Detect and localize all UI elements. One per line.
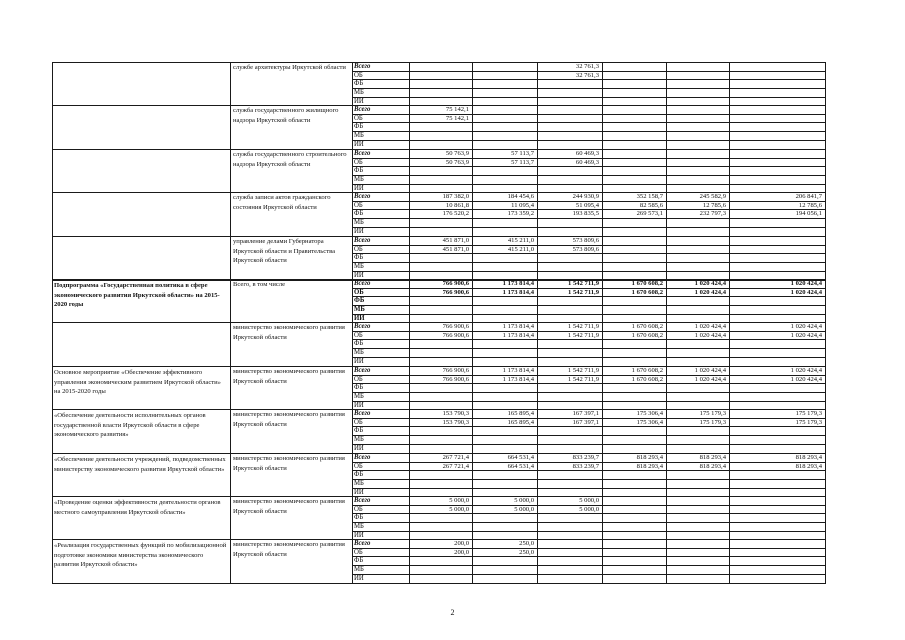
funding-source-label: МБ [354,88,364,96]
amount-cell-2016: 57 113,7 [511,149,534,157]
amount-cell-2018: 1 670 608,2 [631,366,663,374]
amount-cell-2015: 766 900,6 [442,331,469,339]
amount-cell-2019: 1 020 424,4 [694,288,726,296]
column-rule-0 [52,62,53,584]
row-rule [352,79,825,80]
row-rule [352,131,825,132]
amount-cell-2016: 1 173 814,4 [502,331,534,339]
table-border-bottom [52,583,825,584]
amount-cell-2019: 1 020 424,4 [694,366,726,374]
amount-cell-2015: 5 000,0 [449,505,469,513]
row-rule [352,435,825,436]
funding-source-label: МБ [354,348,364,356]
row-rule [352,565,825,566]
amount-cell-2015: 176 520,2 [442,209,469,217]
row-rule [352,262,825,263]
executor-name: министерство экономического развития Иркутской области [233,455,345,472]
row-rule [352,184,825,185]
amount-cell-2016: 165 895,4 [507,418,534,426]
row-rule [352,426,825,427]
funding-source-label: ФБ [354,339,364,347]
amount-cell-2016: 1 173 814,4 [502,288,534,296]
funding-source-label: ФБ [354,383,364,391]
amount-cell-2017: 1 542 711,9 [567,375,599,383]
column-rule-1 [230,62,231,584]
row-rule [352,227,825,228]
amount-cell-2017: 573 809,6 [572,245,599,253]
funding-source-label: Всего [354,62,371,70]
amount-cell-2016: 5 000,0 [514,496,534,504]
amount-cell-2015: 50 763,9 [445,149,469,157]
amount-cell-2019: 1 020 424,4 [694,331,726,339]
program-name: Основное мероприятие «Обеспечение эффективного управления экономическим развитием Иркутской области» на 2015-2020 годы [54,369,221,396]
funding-source-label: МБ [354,435,364,443]
funding-source-label: ФБ [354,556,364,564]
funding-source-label: Всего [354,409,371,417]
amount-cell-2018: 1 670 608,2 [631,322,663,330]
row-rule [352,271,825,272]
amount-cell-2016: 250,0 [519,539,534,547]
column-rule-9 [825,62,826,584]
funding-source-label: Всего [354,105,371,113]
row-rule [352,348,825,349]
funding-source-label: ОБ [354,548,363,556]
amount-cell-2015: 5 000,0 [449,496,469,504]
amount-cell-2017: 193 835,5 [572,209,599,217]
funding-source-label: ИИ [354,227,364,235]
funding-source-label: ОБ [354,288,364,296]
amount-cell-2019: 175 179,3 [699,418,726,426]
amount-cell-2019: 818 293,4 [699,453,726,461]
amount-cell-2020: 175 179,3 [795,409,822,417]
row-rule [352,357,825,358]
amount-cell-2019: 1 020 424,4 [694,375,726,383]
amount-cell-2018: 352 158,7 [636,192,663,200]
row-rule [352,218,825,219]
amount-cell-2017: 1 542 711,9 [568,279,599,287]
amount-cell-2016: 5 000,0 [514,505,534,513]
amount-cell-2017: 833 239,7 [572,462,599,470]
funding-source-label: Всего [354,192,371,200]
funding-source-label: МБ [354,565,364,573]
amount-cell-2015: 187 382,0 [442,192,469,200]
amount-cell-2017: 5 000,0 [579,505,599,513]
amount-cell-2017: 167 397,1 [572,418,599,426]
row-rule [352,314,825,315]
amount-cell-2018: 175 306,4 [636,418,663,426]
amount-cell-2015: 766 900,6 [442,322,469,330]
funding-source-label: Всего [354,539,371,547]
executor-name: министерство экономического развития Иркутской области [233,541,345,558]
funding-source-label: МБ [354,305,365,313]
amount-cell-2015: 200,0 [454,539,469,547]
amount-cell-2020: 12 785,6 [798,201,822,209]
row-rule [352,296,825,297]
amount-cell-2015: 10 861,8 [445,201,469,209]
row-rule [352,140,825,141]
program-name: Подпрограмма «Государственная политика в сфере экономического развития Иркутской области» на 2015-2020 годы [54,282,220,309]
row-rule [352,305,825,306]
amount-cell-2016: 664 531,4 [507,453,534,461]
row-rule [352,444,825,445]
funding-source-label: ОБ [354,114,363,122]
amount-cell-2019: 1 020 424,4 [694,322,726,330]
amount-cell-2016: 1 173 814,4 [502,279,534,287]
funding-source-label: ФБ [354,166,364,174]
amount-cell-2018: 175 306,4 [636,409,663,417]
funding-source-label: Всего [354,236,371,244]
amount-cell-2016: 11 095,4 [511,201,534,209]
amount-cell-2016: 664 531,4 [507,462,534,470]
amount-cell-2017: 1 542 711,9 [567,366,599,374]
amount-cell-2017: 833 239,7 [572,453,599,461]
funding-source-label: ИИ [354,314,365,322]
program-name: «Проведение оценки эффективности деятельности органов местного самоуправления Иркутской области» [54,499,221,516]
row-rule [352,479,825,480]
funding-source-label: ИИ [354,401,364,409]
amount-cell-2016: 415 211,0 [507,245,534,253]
amount-cell-2019: 232 797,3 [699,209,726,217]
funding-source-label: Всего [354,149,371,157]
amount-cell-2018: 82 585,6 [639,201,663,209]
funding-source-label: МБ [354,522,364,530]
amount-cell-2015: 766 900,6 [442,375,469,383]
amount-cell-2019: 818 293,4 [699,462,726,470]
amount-cell-2015: 75 142,1 [445,114,469,122]
amount-cell-2018: 1 670 608,2 [631,375,663,383]
amount-cell-2016: 415 211,0 [507,236,534,244]
amount-cell-2017: 60 469,3 [575,149,599,157]
row-rule [352,556,825,557]
funding-source-label: Всего [354,496,371,504]
funding-source-label: МБ [354,131,364,139]
funding-source-label: ОБ [354,505,363,513]
amount-cell-2019: 1 020 424,4 [694,279,726,287]
funding-source-label: ОБ [354,245,363,253]
funding-source-label: ФБ [354,253,364,261]
amount-cell-2018: 1 670 608,2 [631,331,663,339]
amount-cell-2020: 1 020 424,4 [790,279,822,287]
amount-cell-2019: 12 785,6 [702,201,726,209]
executor-name: служба государственного жилищного надзора Иркутской области [233,107,339,124]
funding-source-label: Всего [354,279,371,287]
amount-cell-2017: 60 469,3 [575,158,599,166]
row-rule [352,574,825,575]
funding-source-label: ФБ [354,209,364,217]
budget-table [52,62,825,583]
funding-source-label: ИИ [354,444,364,452]
funding-source-label: Всего [354,322,371,330]
funding-source-label: ФБ [354,470,364,478]
amount-cell-2017: 32 761,3 [575,71,599,79]
amount-cell-2019: 245 582,9 [699,192,726,200]
funding-source-label: ОБ [354,462,363,470]
funding-source-label: ФБ [354,79,364,87]
amount-cell-2020: 1 020 424,4 [790,288,822,296]
amount-cell-2018: 1 670 608,2 [631,279,663,287]
amount-cell-2020: 1 020 424,4 [790,375,822,383]
amount-cell-2016: 184 454,6 [507,192,534,200]
amount-cell-2020: 194 056,1 [795,209,822,217]
amount-cell-2015: 451 871,0 [442,245,469,253]
row-rule [352,97,825,98]
row-rule [352,253,825,254]
amount-cell-2018: 1 670 608,2 [631,288,663,296]
amount-cell-2020: 1 020 424,4 [790,331,822,339]
funding-source-label: ИИ [354,271,364,279]
amount-cell-2015: 267 721,4 [442,462,469,470]
executor-name: Всего, в том числе [233,281,286,288]
row-rule [352,522,825,523]
amount-cell-2017: 244 930,9 [572,192,599,200]
amount-cell-2016: 165 895,4 [507,409,534,417]
funding-source-label: ОБ [354,331,363,339]
funding-source-label: МБ [354,262,364,270]
program-name: «Обеспечение деятельности исполнительных органов государственной власти Иркутской области в сфере экономического развития» [54,412,206,439]
row-rule [352,488,825,489]
amount-cell-2015: 766 900,6 [442,366,469,374]
row-rule [352,175,825,176]
amount-cell-2017: 1 542 711,9 [568,288,599,296]
amount-cell-2018: 269 573,1 [636,209,663,217]
row-rule [352,401,825,402]
executor-name: службе архитектуры Иркутской области [233,64,346,71]
funding-source-label: ОБ [354,375,363,383]
funding-source-label: МБ [354,479,364,487]
funding-source-label: Всего [354,366,371,374]
executor-name: служба записи актов гражданского состояния Иркутской области [233,194,331,211]
funding-source-label: ОБ [354,71,363,79]
amount-cell-2019: 175 179,3 [699,409,726,417]
amount-cell-2015: 766 900,6 [442,279,469,287]
row-rule [352,88,825,89]
amount-cell-2015: 75 142,1 [445,105,469,113]
amount-cell-2017: 167 397,1 [572,409,599,417]
amount-cell-2017: 51 095,4 [575,201,599,209]
funding-source-label: Всего [354,453,371,461]
funding-source-label: ИИ [354,97,364,105]
amount-cell-2020: 206 841,7 [795,192,822,200]
amount-cell-2017: 1 542 711,9 [567,331,599,339]
executor-name: служба государственного строительного надзора Иркутской области [233,151,347,168]
amount-cell-2017: 5 000,0 [579,496,599,504]
executor-name: министерство экономического развития Иркутской области [233,498,345,515]
amount-cell-2016: 57 113,7 [511,158,534,166]
amount-cell-2015: 153 790,3 [442,418,469,426]
amount-cell-2015: 200,0 [454,548,469,556]
funding-source-label: ФБ [354,122,364,130]
amount-cell-2016: 1 173 814,4 [502,322,534,330]
row-rule [352,513,825,514]
funding-source-label: ИИ [354,488,364,496]
funding-source-label: ИИ [354,357,364,365]
executor-name: управление делами Губернатора Иркутской области и Правительства Иркутской области [233,238,336,265]
funding-source-label: МБ [354,218,364,226]
row-rule [352,392,825,393]
row-rule [352,383,825,384]
funding-source-label: ОБ [354,201,363,209]
executor-name: министерство экономического развития Иркутской области [233,411,345,428]
amount-cell-2016: 250,0 [519,548,534,556]
executor-name: министерство экономического развития Иркутской области [233,368,345,385]
row-rule [352,166,825,167]
funding-source-label: ОБ [354,158,363,166]
row-rule [352,339,825,340]
funding-source-label: ФБ [354,513,364,521]
amount-cell-2015: 451 871,0 [442,236,469,244]
amount-cell-2020: 818 293,4 [795,453,822,461]
amount-cell-2015: 50 763,9 [445,158,469,166]
amount-cell-2020: 1 020 424,4 [790,366,822,374]
row-rule [352,470,825,471]
funding-source-label: ИИ [354,140,364,148]
funding-source-label: ИИ [354,531,364,539]
amount-cell-2016: 1 173 814,4 [502,375,534,383]
funding-source-label: ОБ [354,418,363,426]
amount-cell-2020: 1 020 424,4 [790,322,822,330]
amount-cell-2018: 818 293,4 [636,453,663,461]
amount-cell-2017: 1 542 711,9 [567,322,599,330]
funding-source-label: ИИ [354,184,364,192]
amount-cell-2020: 175 179,3 [795,418,822,426]
table-border-top [52,62,825,63]
amount-cell-2017: 32 761,3 [575,62,599,70]
row-rule [352,531,825,532]
funding-source-label: МБ [354,392,364,400]
amount-cell-2018: 818 293,4 [636,462,663,470]
amount-cell-2016: 1 173 814,4 [502,366,534,374]
amount-cell-2015: 153 790,3 [442,409,469,417]
funding-source-label: ФБ [354,296,365,304]
row-rule [352,122,825,123]
amount-cell-2017: 573 809,6 [572,236,599,244]
funding-source-label: ИИ [354,574,364,582]
executor-name: министерство экономического развития Иркутской области [233,324,345,341]
program-name: «Обеспечение деятельности учреждений, подведомственных министерству экономического развития Иркутской области» [54,456,226,473]
amount-cell-2020: 818 293,4 [795,462,822,470]
funding-source-label: ФБ [354,426,364,434]
program-name: «Реализация государственных функций по мобилизационной подготовке экономики министерства экономического развития Иркутской области» [54,542,227,569]
page-number: 2 [450,608,455,617]
funding-source-label: МБ [354,175,364,183]
amount-cell-2015: 267 721,4 [442,453,469,461]
amount-cell-2016: 173 359,2 [507,209,534,217]
amount-cell-2015: 766 900,6 [442,288,469,296]
